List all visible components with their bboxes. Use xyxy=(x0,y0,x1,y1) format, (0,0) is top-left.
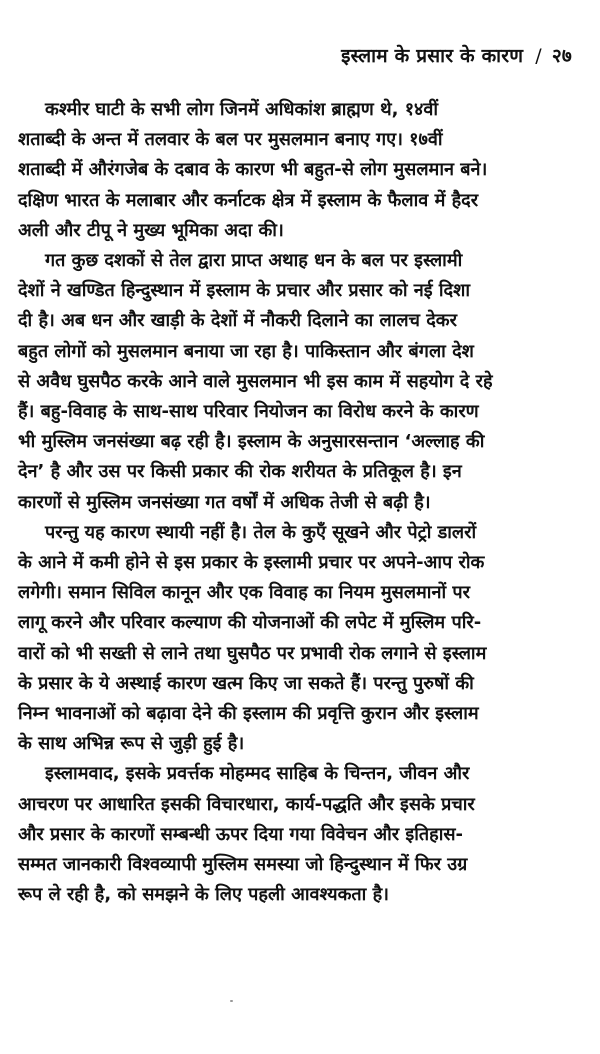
body-text xyxy=(18,95,584,910)
text-line: गत कुछ दशकों से तेल द्वारा प्राप्त अथाह धन के बल पर इस्लामी xyxy=(45,250,463,272)
text-line: के साथ अभिन्न रूप से जुड़ी हुई है। xyxy=(18,733,245,755)
page-number: २७ xyxy=(551,45,572,67)
text-line: रूप ले रही है, को समझने के लिए पहली आवश्यकता है। xyxy=(18,884,389,906)
text-line: कारणों से मुस्लिम जनसंख्या गत वर्षों में अधिक तेजी से बढ़ी है। xyxy=(18,491,431,513)
running-header xyxy=(341,42,572,68)
paragraph-1 xyxy=(18,95,584,246)
text-line: लागू करने और परिवार कल्याण की योजनाओं की लपेट में मुस्लिम परि- xyxy=(18,612,482,634)
text-line: शताब्दी के अन्त में तलवार के बल पर मुसलमान बनाए गए। १७वीं xyxy=(18,129,443,151)
paragraph-3 xyxy=(18,518,584,760)
text-line: इस्लामवाद, इसके प्रवर्त्तक मोहम्मद साहिब के चिन्तन, जीवन और xyxy=(45,763,470,785)
text-line: के आने में कमी होने से इस प्रकार के इस्लामी प्रचार पर अपने-आप रोक xyxy=(18,552,485,574)
text-line: अली और टीपू ने मुख्य भूमिका अदा की। xyxy=(18,219,284,241)
text-line: निम्न भावनाओं को बढ़ावा देने की इस्लाम की प्रवृत्ति कुरान और इस्लाम xyxy=(18,703,479,725)
text-line: दक्षिण भारत के मलाबार और कर्नाटक क्षेत्र में इस्लाम के फैलाव में हैदर xyxy=(18,189,479,211)
text-line: सम्मत जानकारी विश्वव्यापी मुस्लिम समस्या जो हिन्दुस्थान में फिर उग्र xyxy=(18,854,468,876)
text-line: दी है। अब धन और खाड़ी के देशों में नौकरी दिलाने का लालच देकर xyxy=(18,310,457,332)
text-line: वारों को भी सख्ती से लाने तथा घुसपैठ पर प्रभावी रोक लगाने से इस्लाम xyxy=(18,642,487,664)
paragraph-2 xyxy=(18,246,584,518)
text-line: से अवैध घुसपैठ करके आने वाले मुसलमान भी इस काम में सहयोग दे रहे xyxy=(18,370,493,392)
text-line: भी मुस्लिम जनसंख्या बढ़ रही है। इस्लाम के अनुसारसन्तान ‘अल्लाह की xyxy=(18,431,485,453)
text-line: के प्रसार के ये अस्थाई कारण खत्म किए जा सकते हैं। परन्तु पुरुषों की xyxy=(18,672,474,694)
text-line: आचरण पर आधारित इसकी विचारधारा, कार्य-पद्धति और इसके प्रचार xyxy=(18,793,475,815)
text-line: कश्मीर घाटी के सभी लोग जिनमें अधिकांश ब्राह्मण थे, १४वीं xyxy=(45,99,439,120)
print-speck xyxy=(230,1000,233,1002)
text-line: देन’ है और उस पर किसी प्रकार की रोक शरीयत के प्रतिकूल है। इन xyxy=(18,461,462,483)
text-line: और प्रसार के कारणों सम्बन्धी ऊपर दिया गया विवेचन और इतिहास- xyxy=(18,823,464,845)
chapter-title: इस्लाम के प्रसार के कारण xyxy=(341,45,524,67)
text-line: हैं। बहु-विवाह के साथ-साथ परिवार नियोजन का विरोध करने के कारण xyxy=(18,401,479,423)
text-line: शताब्दी में औरंगजेब के दबाव के कारण भी बहुत-से लोग मुसलमान बने। xyxy=(18,159,488,181)
text-line: परन्तु यह कारण स्थायी नहीं है। तेल के कुएँ सूखने और पेट्रो डालरों xyxy=(45,521,477,543)
paragraph-4 xyxy=(18,759,584,910)
text-line: बहुत लोगों को मुसलमान बनाया जा रहा है। पाकिस्तान और बंगला देश xyxy=(18,340,474,362)
header-separator: / xyxy=(535,45,542,67)
text-line: लगेगी। समान सिविल कानून और एक विवाह का नियम मुसलमानों पर xyxy=(18,582,470,604)
text-line: देशों ने खण्डित हिन्दुस्थान में इस्लाम के प्रचार और प्रसार को नई दिशा xyxy=(18,280,471,302)
